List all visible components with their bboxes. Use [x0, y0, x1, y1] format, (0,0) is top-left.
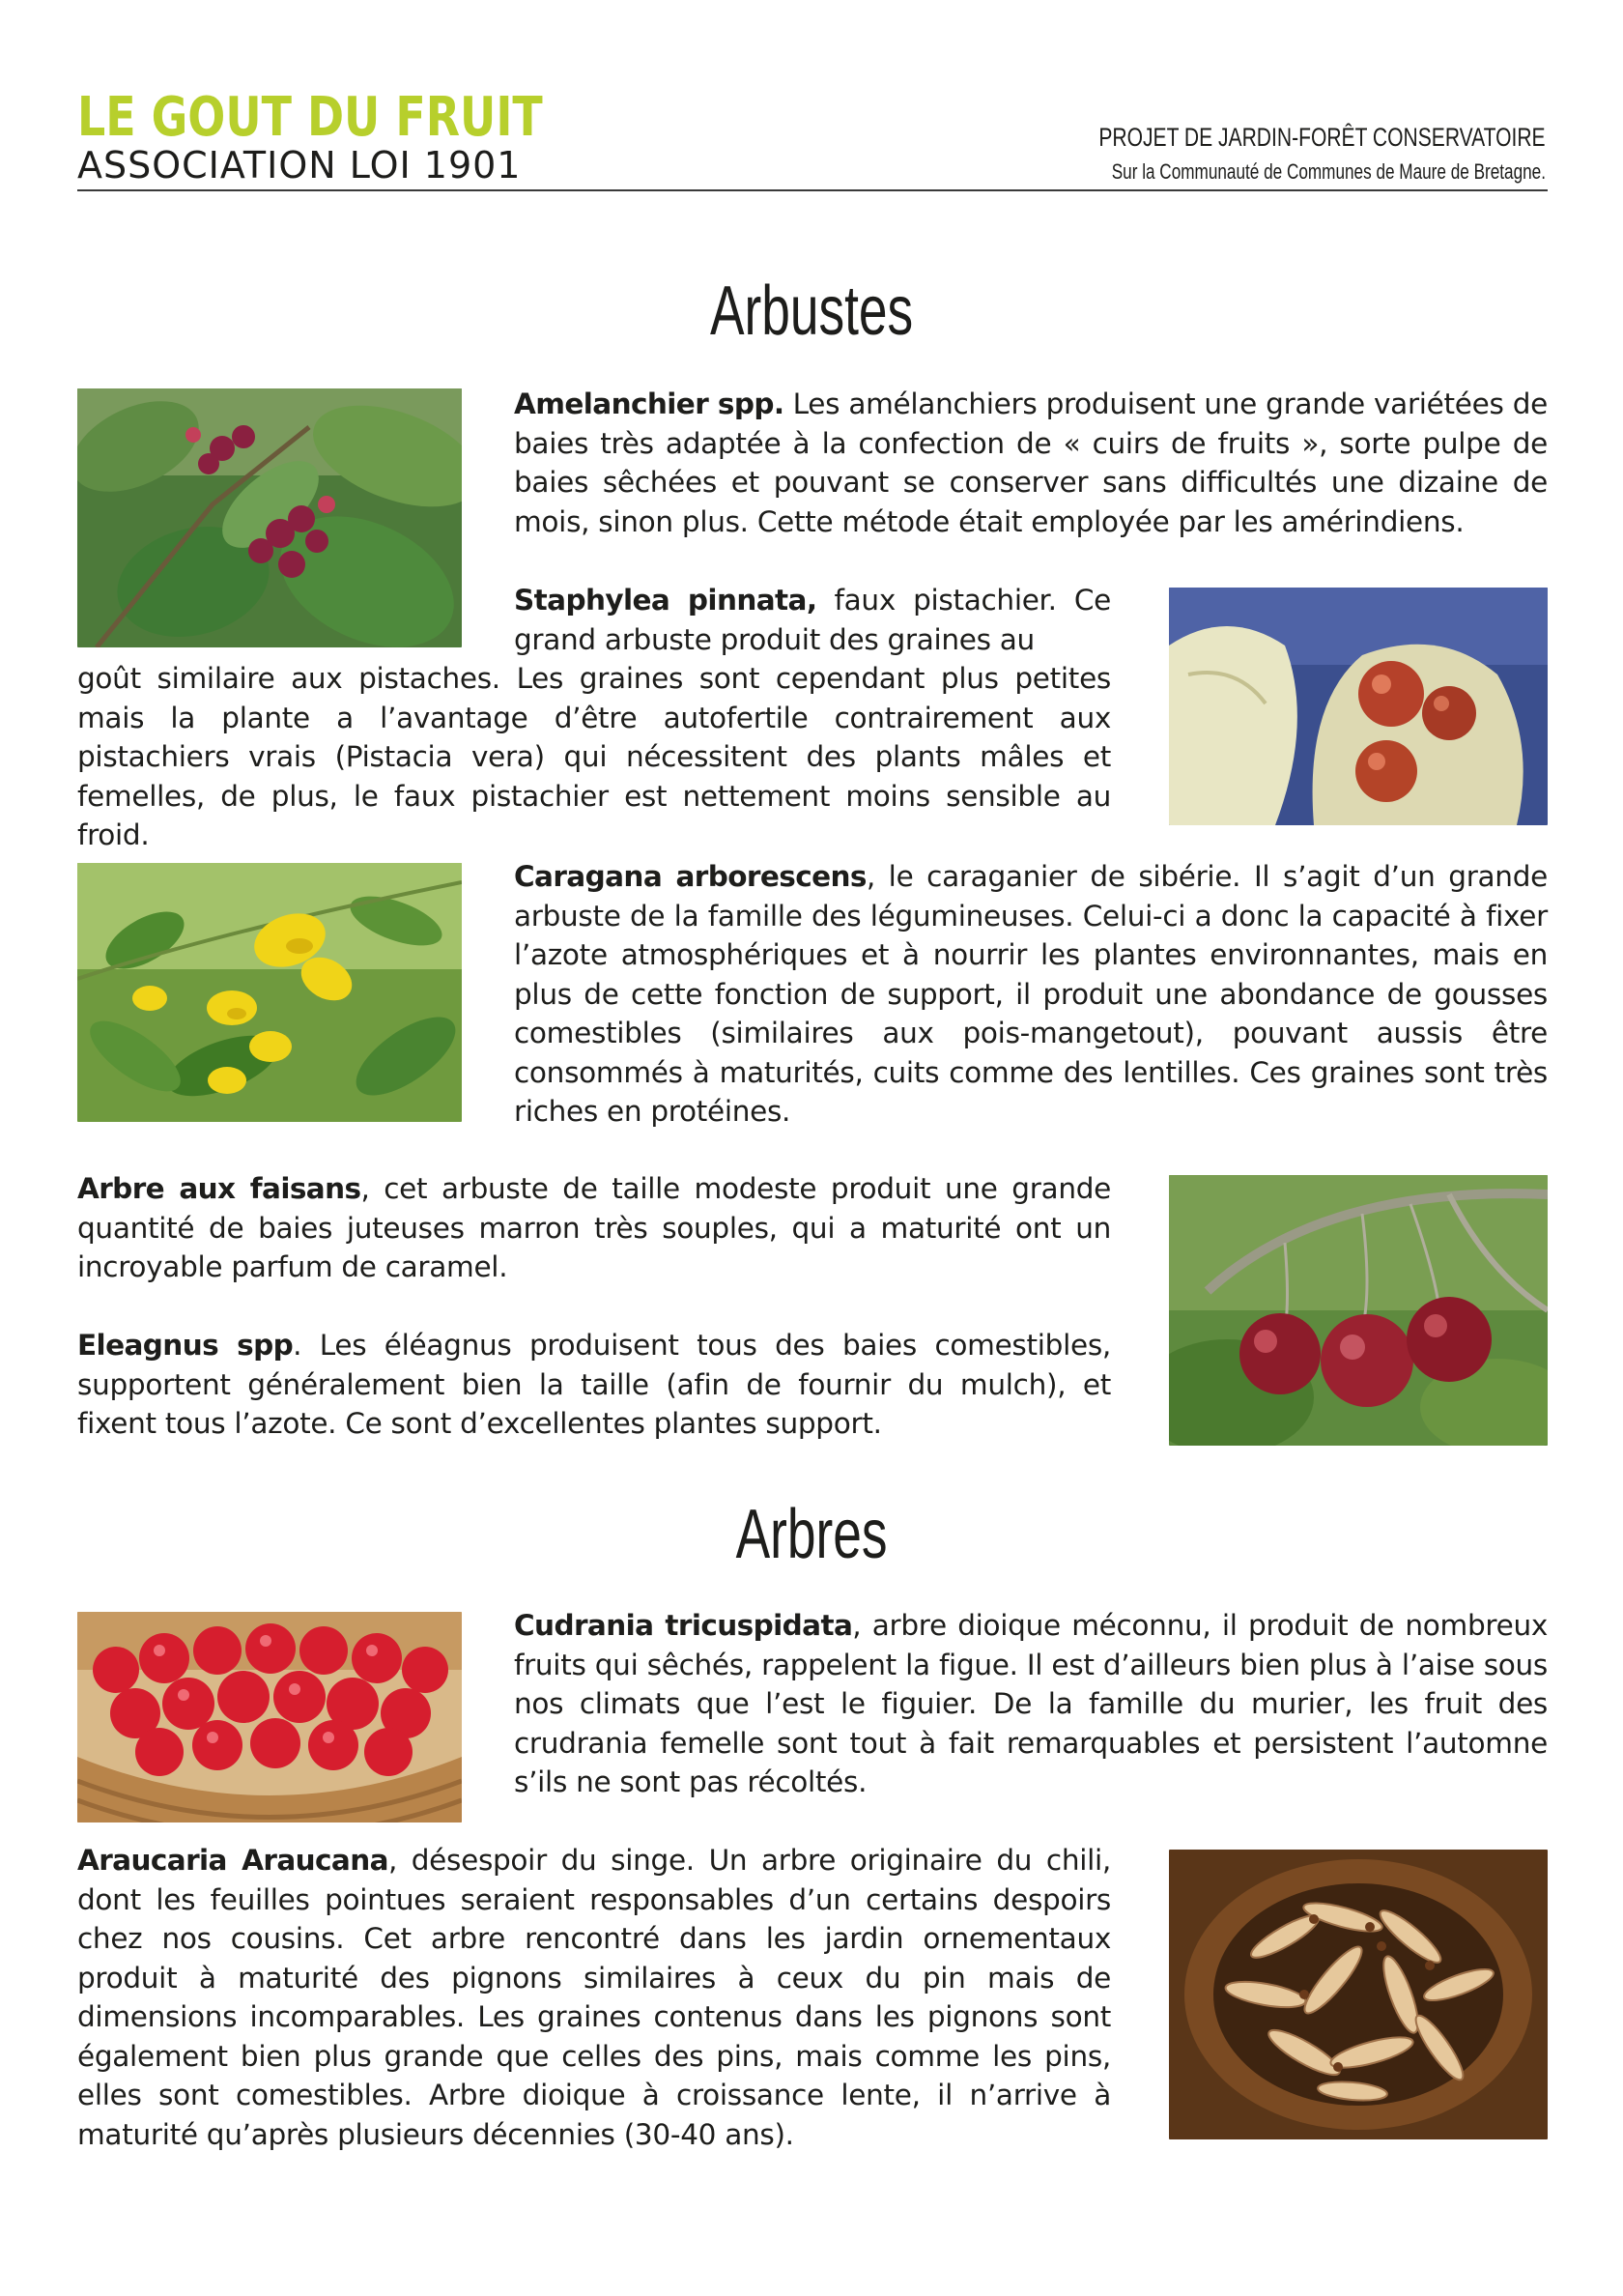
brand-title: LE GOUT DU FRUIT: [77, 86, 543, 149]
section-heading-arbustes: Arbustes: [709, 273, 914, 350]
entry-caragana-name: Caragana arborescens: [514, 860, 867, 893]
amelanchier-photo: [77, 388, 462, 647]
entry-staphylea-text: faux pistachier. Ce grand arbuste produit des graines au: [514, 584, 1111, 656]
entry-caragana: [514, 857, 1548, 1132]
section-heading-arbres: Arbres: [735, 1496, 888, 1573]
entry-arbre-aux-faisans-name: Arbre aux faisans: [77, 1172, 361, 1205]
entry-caragana-text: , le caraganier de sibérie. Il s’agit d’un grande arbuste de la famille des légumineuses. Celui-ci a donc la capacité à fixer l’azote atmosphériques et à nourrir les plantes environnantes, mais en plus de cette fonction de support, il produit une abondance de gousses comestibles (similaires aux pois-mangetout), pouvant aussis être consommés à maturités, cuits comme des lentilles. Ces graines sont très riches en protéines.: [514, 860, 1548, 1128]
araucaria-photo: [1169, 1850, 1548, 2139]
entry-eleagnus-name: Eleagnus spp: [77, 1329, 294, 1362]
entry-arbre-aux-faisans-text: , cet arbuste de taille modeste produit une grande quantité de baies juteuses marron très souples, qui a maturité ont un incroyable parfum de caramel.: [77, 1172, 1111, 1283]
entry-staphylea-name: Staphylea pinnata,: [514, 584, 817, 617]
header-divider: [77, 189, 1548, 191]
project-title: PROJET DE JARDIN-FORÊT CONSERVATOIRE: [1098, 123, 1546, 152]
entry-amelanchier: [514, 385, 1548, 541]
entry-eleagnus: [77, 1326, 1111, 1444]
entry-arbre-aux-faisans: [77, 1169, 1111, 1287]
entry-staphylea-continued: goût similaire aux pistaches. Les graines sont cependant plus petites mais la plante a l’avantage d’être autofertile contrairement aux pistachiers vrais (Pistacia vera) qui nécessitent des plants mâles et femelles, de plus, le faux pistachier est nettement moins sensible au froid.: [77, 662, 1111, 851]
entry-staphylea: [514, 581, 1111, 659]
entry-cudrania-text: , arbre dioique méconnu, il produit de nombreux fruits qui sêchés, rappelent la figue. Il est d’ailleurs bien plus à l’aise sous nos climats que l’est le figuier. De la famille du murier, les fruit des crudrania femelle sont tout à fait remarquables et persistent l’automne s’ils ne sont pas récoltés.: [514, 1609, 1548, 1798]
entry-cudrania: [514, 1606, 1548, 1802]
entry-amelanchier-text: Les amélanchiers produisent une grande variétées de baies très adaptée à la confection de « cuirs de fruits », sorte pulpe de baies sêchées et pouvant se conserver sans difficultés une dizaine de mois, sinon plus. Cette métode était employée par les amérindiens.: [514, 387, 1548, 538]
project-subtitle: Sur la Communauté de Communes de Maure de Bretagne.: [1111, 159, 1546, 184]
entry-eleagnus-text: . Les éléagnus produisent tous des baies comestibles, supportent généralement bien la taille (afin de fournir du mulch), et fixent tous l’azote. Ce sont d’excellentes plantes support.: [77, 1329, 1111, 1440]
eleagnus-photo: [1169, 1175, 1548, 1446]
staphylea-photo: [1169, 588, 1548, 825]
cudrania-photo: [77, 1612, 462, 1822]
entry-araucaria-text: , désespoir du singe. Un arbre originaire du chili, dont les feuilles pointues seraient responsables d’un certains despoirs chez nos cousins. Cet arbre rencontré dans les jardin ornementaux produit à maturité des pignons similaires à ceux du pin mais de dimensions incomparables. Les graines contenus dans les pignons sont également bien plus grande que celles des pins, mais comme les pins, elles sont comestibles. Arbre dioique à croissance lente, il n’arrive à maturité qu’après plusieurs décennies (30-40 ans).: [77, 1844, 1111, 2151]
entry-amelanchier-name: Amelanchier spp.: [514, 387, 784, 420]
brand-subtitle: ASSOCIATION LOI 1901: [77, 144, 522, 187]
entry-araucaria: [77, 1841, 1111, 2154]
caragana-photo: [77, 863, 462, 1122]
entry-cudrania-name: Cudrania tricuspidata: [514, 1609, 853, 1642]
entry-araucaria-name: Araucaria Araucana: [77, 1844, 388, 1877]
